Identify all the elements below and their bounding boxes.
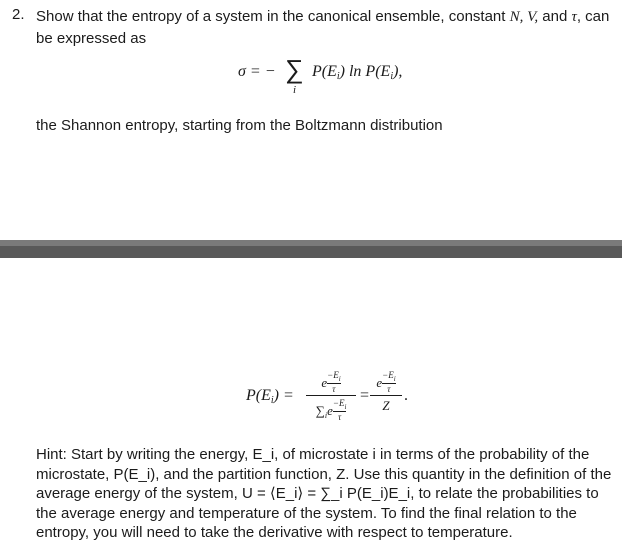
boltzmann-period: . — [404, 387, 408, 404]
sum-symbol: ∑ — [285, 54, 304, 84]
question-prompt — [36, 6, 616, 49]
boltzmann-lhs: $P(E_i)$ = — [246, 387, 294, 406]
sigma-rhs: $P(E_i)$ $\ln P(E_i)$, — [312, 63, 403, 82]
prompt-and: and — [538, 8, 572, 25]
den-sum: ∑ — [315, 403, 325, 418]
shannon-line: the Shannon entropy, starting from the Boltzmann distribution — [36, 117, 443, 134]
sum-index: i — [293, 84, 297, 96]
hint-paragraph: Hint: Start by writing the energy, E_i, of microstate i in terms of the probability of the microstate, P(E_i), and the partition function, Z. Use this quantity in the definition of the average energy of the system, U = ⟨E_i⟩ = ∑_i P(E_i)E_i, to relate the probabilities to the average energy and temperature of the system. To find the final relation to the entropy, you will need to take the derivative with respect to temperature. — [36, 446, 612, 541]
sigma-lhs: σ = − — [238, 63, 276, 80]
prompt-end: , can be expressed as — [36, 8, 610, 47]
boltzmann-equation — [246, 370, 426, 424]
boltzmann-eq2: = — [360, 387, 370, 404]
boltzmann-fraction-2: e $\frac{-E_i}{\tau}$ Z — [370, 370, 402, 414]
question-number: 2. — [12, 6, 25, 23]
boltzmann-fraction-1: e $\frac{-E_i}{\tau}$ $\sum_ie$ $\frac{-E_i}{\tau}$ — [306, 370, 356, 422]
entropy-equation — [238, 54, 498, 102]
num-e: e — [321, 375, 328, 390]
separator-dark — [0, 246, 622, 258]
prompt-tau: τ — [571, 9, 577, 25]
prompt-vars: N, V, — [509, 9, 539, 25]
prompt-line: Show that the entropy of a system in the canonical ensemble, constant — [36, 8, 510, 25]
